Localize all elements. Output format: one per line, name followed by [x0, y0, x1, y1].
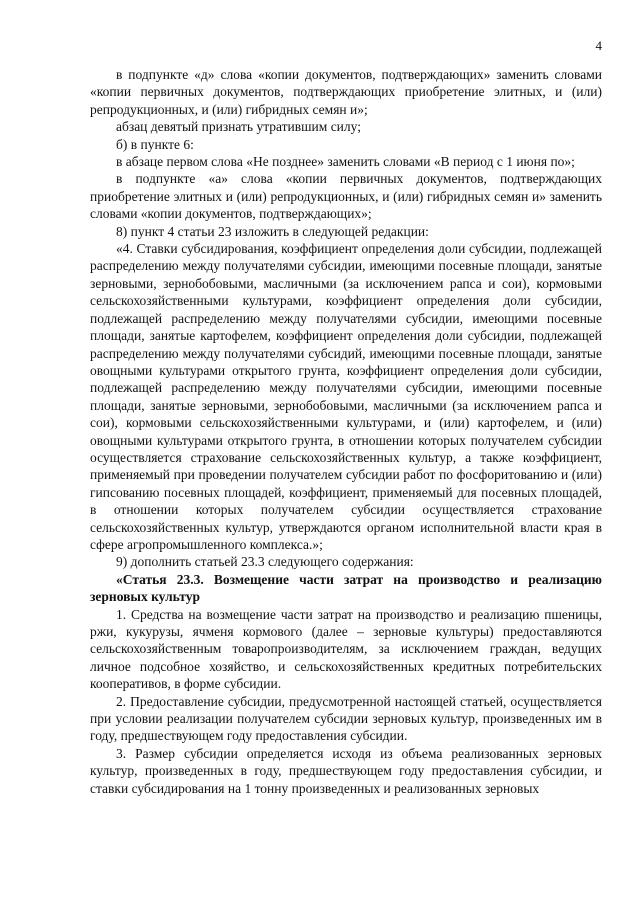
- paragraph-a-subpoint: в подпункте «а» слова «копии первичных документов, подтверждающих приобретение элитных и (или) репродукционных, и (или) гибридных семян и» заменить словами «копии документов, подтверждающих»;: [90, 171, 602, 222]
- paragraph-point-9: 9) дополнить статьей 23.3 следующего содержания:: [116, 554, 414, 570]
- paragraph-b-point6: б) в пункте 6:: [116, 136, 194, 152]
- paragraph-ninth-abzats: абзац девятый признать утратившим силу;: [116, 119, 361, 135]
- article-paragraph-3: 3. Размер субсидии определяется исходя из объема реализованных зерновых культур, произведенных в году, предшествующем году предоставления субсидии, и ставки субсидирования на 1 тонну произведенных и реализованных зерновых: [90, 745, 602, 796]
- document-body: [90, 66, 602, 797]
- article-paragraph-2: 2. Предоставление субсидии, предусмотренной настоящей статьей, осуществляется при условии реализации получателем субсидии зерновых культур, произведенных им в году, предшествующем году предоставления субсидии.: [90, 693, 602, 744]
- article-heading: «Статья 23.3. Возмещение части затрат на производство и реализацию зерновых культур: [90, 571, 602, 605]
- page-number: 4: [595, 38, 602, 53]
- paragraph-d-subpoint: в подпункте «д» слова «копии документов, подтверждающих» заменить словами «копии первичных документов, подтверждающих приобретение элитных, и (или) репродукционных, и (или) гибридных семян и»;: [90, 67, 602, 117]
- paragraph-point-8: 8) пункт 4 статьи 23 изложить в следующей редакции:: [116, 223, 429, 239]
- article-paragraph-1: 1. Средства на возмещение части затрат на производство и реализацию пшеницы, ржи, кукурузы, ячменя кормового (далее – зерновые культуры) предоставляются сельскохозяйственным товаропроизводителям, за исключением граждан, ведущих личное подсобное хозяйство, и сельскохозяйственных кредитных потребительских кооперативов, в форме субсидии.: [90, 606, 602, 692]
- paragraph-first-abzats: в абзаце первом слова «Не позднее» заменить словами «В период с 1 июня по»;: [116, 154, 575, 170]
- paragraph-new-point-4: «4. Ставки субсидирования, коэффициент определения доли субсидии, подлежащей распределению между получателями субсидии, имеющими посевные площади, занятые зерновыми, зернобобовыми, масличными (за исключением рапса и сои), кормовыми сельскохозяйственными культурами, коэффициент определения доли субсидии, подлежащей распределению между получателями субсидии, имеющими посевные площади, занятые картофелем, коэффициент определения доли субсидии, подлежащей распределению между получателями субсидий, имеющими посевные площади, занятые овощными культурами открытого грунта, коэффициент определения доли субсидии, подлежащей распределению между получателями субсидии, имеющими посевные площади, занятые зерновыми, зернобобовыми, масличными (за исключением рапса и сои), кормовыми сельскохозяйственными культурами, и (или) картофелем, и (или) овощными культурами открытого грунта, в отношении которых получателем субсидии осуществляется страхование сельскохозяйственных культур, а также коэффициент, применяемый при проведении получателем субсидии работ по фосфоритованию и (или) гипсованию посевных площадей, коэффициент, применяемый для посевных площадей, в отношении которых получателем субсидии осуществляется страхование сельскохозяйственных культур, утверждаются органом исполнительной власти края в сфере агропромышленного комплекса.»;: [90, 241, 602, 552]
